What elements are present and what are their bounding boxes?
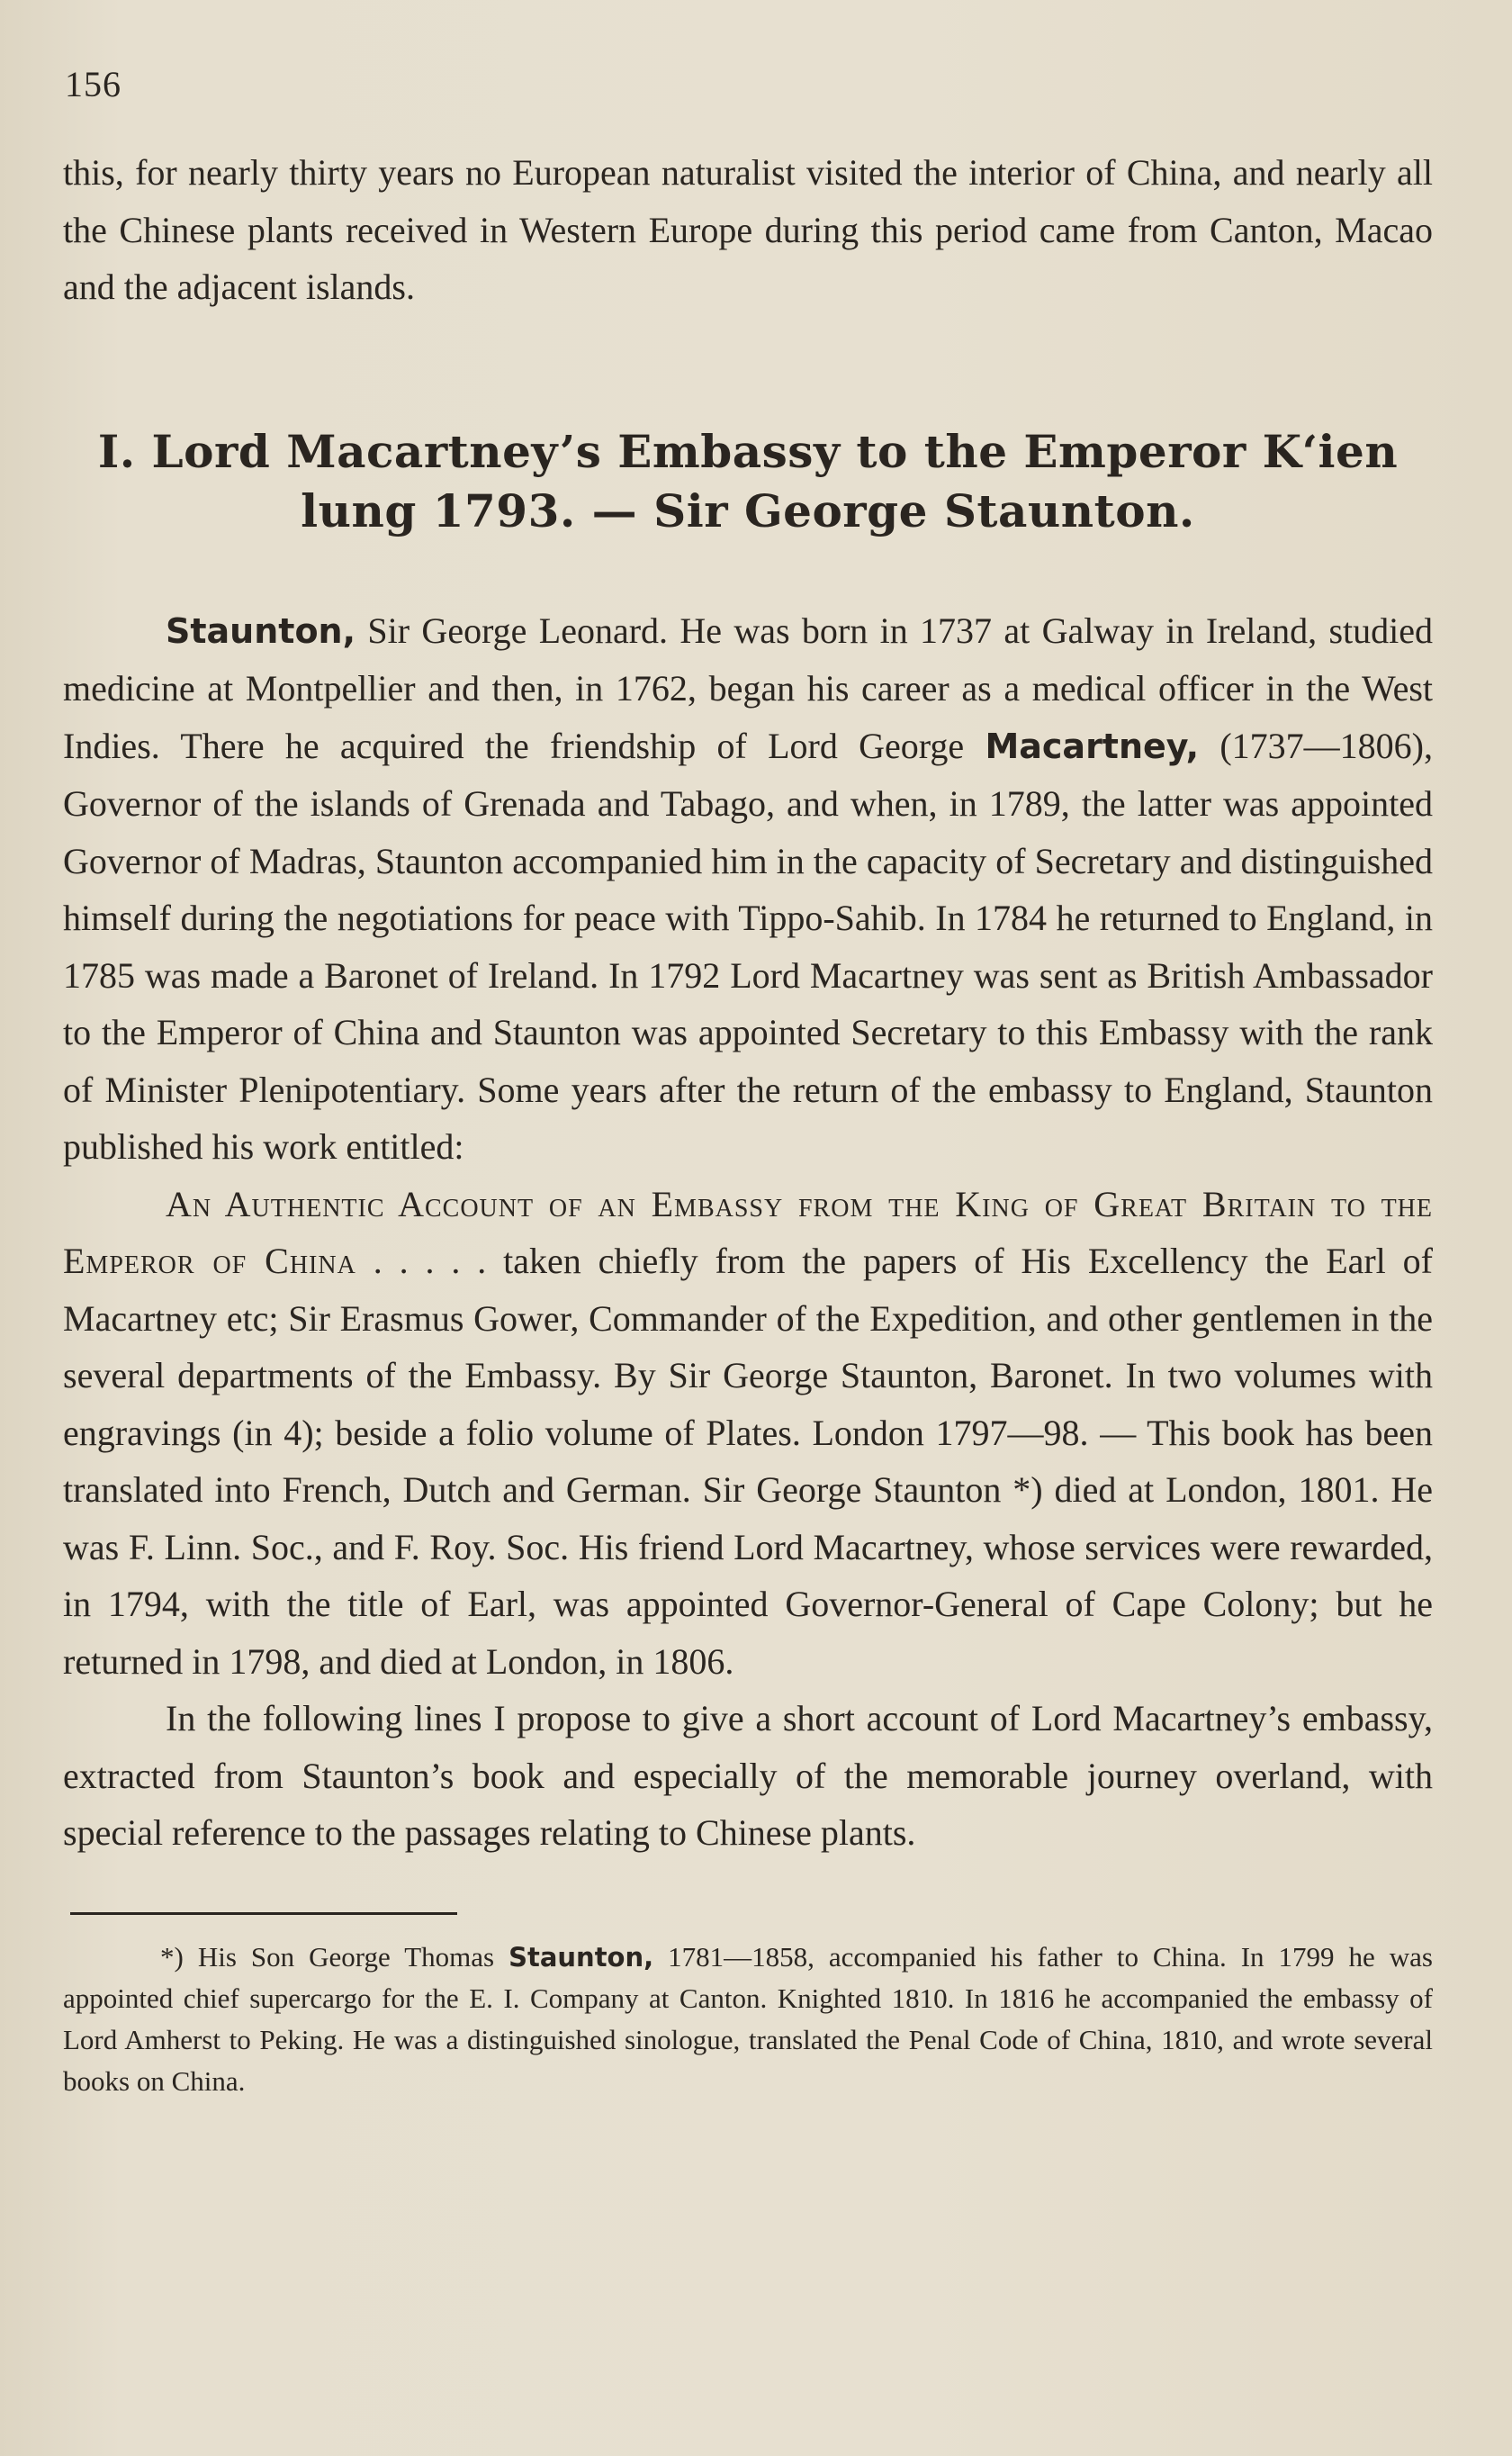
intro-paragraph: this, for nearly thirty years no European naturalist visited the interior of China, and nearly all the Chinese plants received in Western Europe during this period came from Canton, Macao and the adjacent islands. [63,152,1433,307]
biography-text-part-1: Sir George Leonard. He was born in 1737 at Galway in Ireland, studied medicine at Montpellier and then, in 1762, began his career as a medical officer in the West Indies. There he acquired the friendship of Lord George [63,609,1433,766]
book-title-paragraph [63,1176,1433,1691]
name-macartney: Macartney, [985,726,1200,766]
footnote-marker: *) His Son George Thomas [160,1940,509,1973]
biography-text-part-2: (1737—1806), Governor of the islands of Grenada and Tabago, and when, in 1789, the latter was appointed Governor of Madras, Staunton accompanied him in the capacity of Secretary and distinguished himself during the negotiations for peace with Tippo-Sahib. In 1784 he returned to England, in 1785 was made a Baronet of Ireland. In 1792 Lord Macartney was sent as British Ambassador to the Emperor of China and Staunton was appointed Secretary to this Embassy with the rank of Minister Plenipotentiary. Some years after the return of the embassy to England, Staunton published his work entitled: [63,725,1433,1167]
section-heading-line-1: I. Lord Macartney’s Embassy to the Emperor K‘ien [97,424,1399,478]
footnote-divider [70,1912,457,1915]
closing-paragraph: In the following lines I propose to give a short account of Lord Macartney’s embassy, extracted from Staunton’s book and especially of the memorable journey overland, with special reference to the passages relating to Chinese plants. [63,1698,1433,1853]
name-staunton: Staunton, [166,610,356,651]
book-description-text: taken chiefly from the papers of His Excellency the Earl of Macartney etc; Sir Erasmus Gower, Commander of the Expedition, and other gentlemen in the several departments of the Embassy. By Sir George Staunton, Baronet. In two volumes with engravings (in 4); beside a folio volume of Plates. London 1797—98. — This book has been translated into French, Dutch and German. Sir George Staunton *) died at London, 1801. He was F. Linn. Soc., and F. Roy. Soc. His friend Lord Macartney, whose services were rewarded, in 1794, with the title of Earl, was appointed Governor-General of Cape Colony; but he returned in 1798, and died at London, in 1806. [63,1241,1433,1682]
book-title: An Authentic Account of an Embassy from the King of Great Britain to the Emperor of China [63,1183,1433,1281]
section-heading [63,422,1433,541]
footnote-text: 1781—1858, accompanied his father to China. In 1799 he was appointed chief supercargo for the E. I. Company at Canton. Knighted 1810. In 1816 he accompanied the embassy of Lord Amherst to Peking. He was a distinguished sinologue, translated the Penal Code of China, 1810, and wrote several books on China. [63,1940,1433,2097]
section-heading-line-2: lung 1793. — Sir George Staunton. [301,483,1195,537]
staunton-biography-paragraph [63,602,1433,1176]
footnote [63,1937,1433,2102]
footnote-name: Staunton, [508,1941,654,1973]
page-number: 156 [65,64,122,104]
title-ellipsis: . . . . . [356,1241,504,1281]
